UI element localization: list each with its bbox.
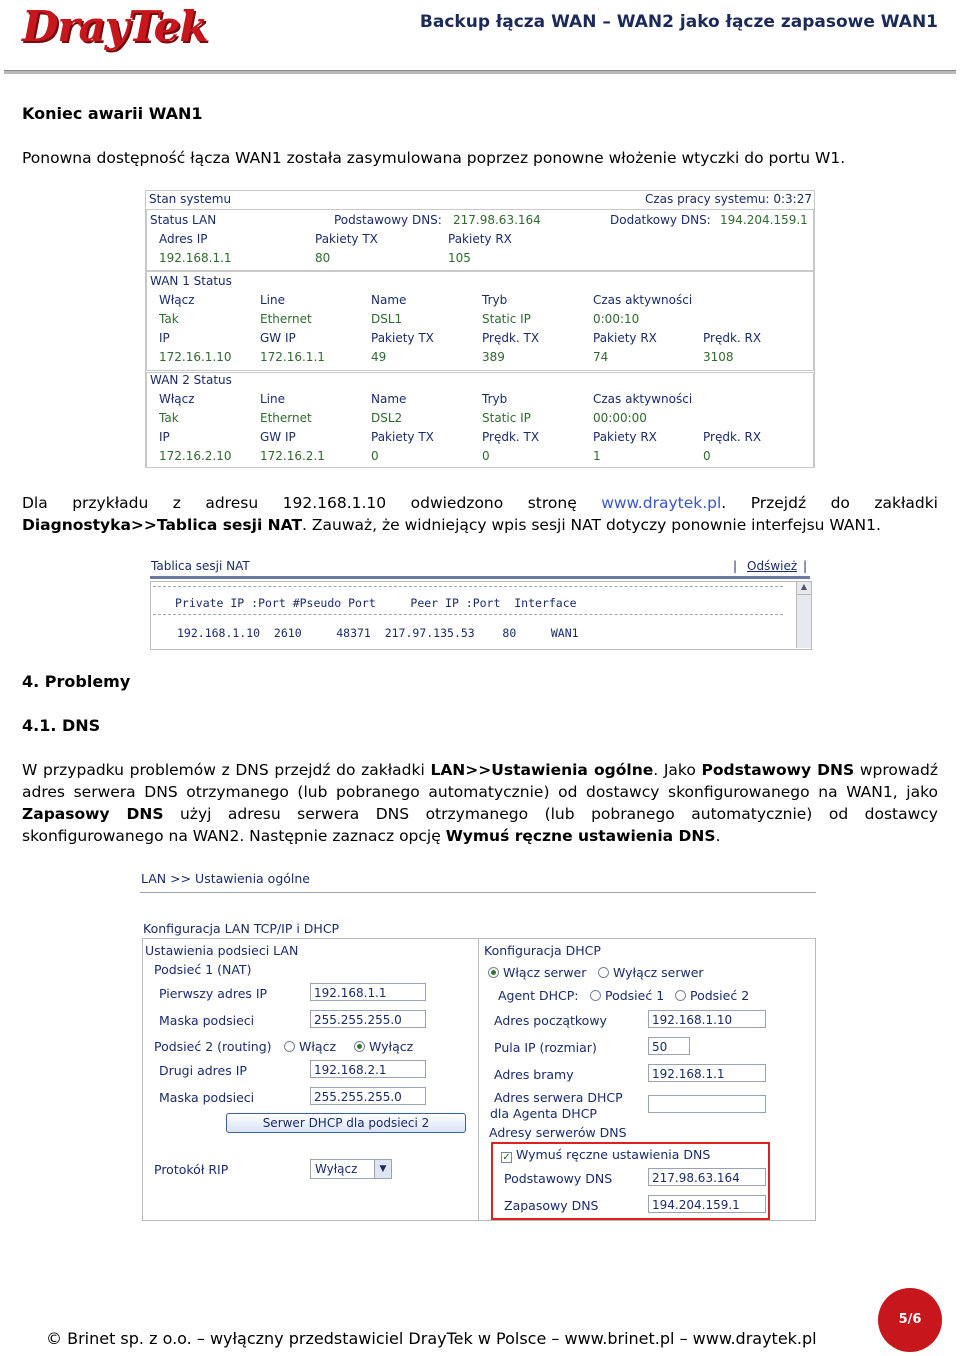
separator: | bbox=[803, 559, 808, 573]
wan2-head2: Pakiety TX bbox=[371, 430, 434, 444]
wan1-head: Name bbox=[371, 293, 407, 307]
dns-servers-title: Adresy serwerów DNS bbox=[489, 1125, 627, 1140]
dhcp-disable[interactable] bbox=[598, 965, 704, 980]
panel-divider bbox=[478, 938, 479, 1221]
wan1-val2: 3108 bbox=[703, 350, 734, 364]
pool-size-input[interactable]: 50 bbox=[648, 1037, 690, 1055]
wan2-val: Tak bbox=[159, 411, 179, 425]
second-ip-input[interactable]: 192.168.2.1 bbox=[310, 1060, 426, 1078]
chevron-down-icon[interactable]: ▼ bbox=[374, 1160, 391, 1178]
text: Dla przykładu z adresu 192.168.1.10 odwiedzono stronę bbox=[22, 494, 602, 512]
nat-data-row: 192.168.1.10 2610 48371 217.97.135.53 80 WAN1 bbox=[177, 626, 579, 640]
pool-size-label: Pula IP (rozmiar) bbox=[494, 1040, 597, 1055]
radio-icon[interactable] bbox=[590, 990, 601, 1001]
wan2-val2: 0 bbox=[482, 449, 490, 463]
radio-icon[interactable] bbox=[354, 1041, 365, 1052]
wan2-val: Ethernet bbox=[260, 411, 312, 425]
text: . Jako bbox=[653, 761, 702, 779]
menu-path: Diagnostyka>>Tablica sesji NAT bbox=[22, 516, 303, 534]
radio-icon[interactable] bbox=[488, 967, 499, 978]
relay-label-line2: dla Agenta DHCP bbox=[490, 1106, 597, 1121]
wan1-val2: 172.16.1.10 bbox=[159, 350, 232, 364]
first-ip-label: Pierwszy adres IP bbox=[159, 986, 268, 1001]
wan1-head: Tryb bbox=[482, 293, 508, 307]
secondary-dns-input[interactable]: 194.204.159.1 bbox=[648, 1195, 766, 1213]
wan1-title: WAN 1 Status bbox=[150, 274, 232, 288]
primary-dns-input[interactable]: 217.98.63.164 bbox=[648, 1168, 766, 1186]
title-rule bbox=[150, 576, 810, 579]
checkbox-label: Wymuś ręczne ustawienia DNS bbox=[516, 1147, 711, 1162]
divider bbox=[140, 892, 816, 893]
wan1-head: Czas aktywności bbox=[593, 293, 693, 307]
radio-label: Włącz serwer bbox=[503, 965, 587, 980]
wan1-val: Tak bbox=[159, 312, 179, 326]
wan1-val2: 172.16.1.1 bbox=[260, 350, 325, 364]
dns1-value: 217.98.63.164 bbox=[453, 213, 541, 227]
radio-icon[interactable] bbox=[284, 1041, 295, 1052]
text: . Przejdź do zakładki bbox=[721, 494, 938, 512]
lan-val: 105 bbox=[448, 251, 471, 265]
wan2-head: Czas aktywności bbox=[593, 392, 693, 406]
wan1-head2: Pakiety TX bbox=[371, 331, 434, 345]
wan2-val2: 1 bbox=[593, 449, 601, 463]
wan1-head2: Pakiety RX bbox=[593, 331, 657, 345]
radio-icon[interactable] bbox=[598, 967, 609, 978]
mask1-input[interactable]: 255.255.255.0 bbox=[310, 1010, 426, 1028]
status-title: Stan systemu bbox=[149, 192, 232, 206]
gateway-input[interactable]: 192.168.1.1 bbox=[648, 1064, 766, 1082]
dns2-value: 194.204.159.1 bbox=[720, 213, 808, 227]
radio-label: Wyłącz serwer bbox=[613, 965, 704, 980]
wan2-val: 00:00:00 bbox=[593, 411, 647, 425]
dhcp-config-title: Konfiguracja DHCP bbox=[484, 943, 601, 958]
wan2-head: Tryb bbox=[482, 392, 508, 406]
table-border bbox=[153, 586, 783, 588]
secondary-dns-label: Zapasowy DNS bbox=[504, 1198, 599, 1213]
section-heading-problems: 4. Problemy bbox=[22, 672, 131, 691]
lan-col: Adres IP bbox=[159, 232, 208, 246]
config-title: Konfiguracja LAN TCP/IP i DHCP bbox=[143, 921, 340, 936]
wan2-head: Name bbox=[371, 392, 407, 406]
wan1-head: Line bbox=[260, 293, 286, 307]
rip-label: Protokół RIP bbox=[154, 1162, 229, 1177]
lan-settings-screenshot bbox=[138, 868, 818, 1223]
wan1-val2: 74 bbox=[593, 350, 609, 364]
dhcp-agent-label: Agent DHCP: bbox=[498, 988, 579, 1003]
radio-label: Podsieć 1 bbox=[605, 988, 665, 1003]
mask1-label: Maska podsieci bbox=[159, 1013, 255, 1028]
dns-instructions bbox=[22, 759, 938, 847]
wan1-val: 0:00:10 bbox=[593, 312, 640, 326]
rip-value: Wyłącz bbox=[315, 1162, 358, 1176]
dhcp-enable[interactable] bbox=[488, 965, 586, 980]
lan-val: 192.168.1.1 bbox=[159, 251, 232, 265]
nat-session-screenshot bbox=[148, 556, 812, 648]
wan2-head: Line bbox=[260, 392, 286, 406]
refresh-link[interactable]: Odśwież bbox=[747, 559, 798, 573]
system-status-screenshot bbox=[145, 190, 815, 468]
start-ip-input[interactable]: 192.168.1.10 bbox=[648, 1010, 766, 1028]
subnet2-enable[interactable] bbox=[284, 1039, 336, 1054]
wan2-head: Włącz bbox=[159, 392, 195, 406]
emphasis: Zapasowy DNS bbox=[22, 805, 164, 823]
first-ip-input[interactable]: 192.168.1.1 bbox=[310, 983, 426, 1001]
text: wprowadź adres serwera DNS otrzymanego (lub pobranego automatycznie) od dostawcy skonfigurowanego na WAN1, jako bbox=[22, 761, 939, 801]
wan1-val: Ethernet bbox=[260, 312, 312, 326]
wan1-head2: Prędk. TX bbox=[482, 331, 540, 345]
agent-subnet1[interactable] bbox=[590, 988, 664, 1003]
relay-label-line1: Adres serwera DHCP bbox=[494, 1090, 623, 1105]
nat-instruction-line1 bbox=[22, 492, 938, 514]
wan2-val2: 0 bbox=[703, 449, 711, 463]
wan1-val2: 49 bbox=[371, 350, 387, 364]
agent-subnet2[interactable] bbox=[675, 988, 749, 1003]
text: . Zauważ, że widniejący wpis sesji NAT dotyczy ponownie interfejsu WAN1. bbox=[302, 516, 881, 534]
nat-title: Tablica sesji NAT bbox=[151, 559, 250, 573]
subnet-settings-title: Ustawienia podsieci LAN bbox=[145, 943, 299, 958]
wan1-head: Włącz bbox=[159, 293, 195, 307]
nat-instruction-line2 bbox=[22, 514, 938, 536]
radio-label: Wyłącz bbox=[369, 1039, 414, 1054]
wan2-head2: IP bbox=[159, 430, 170, 444]
wan2-head2: GW IP bbox=[260, 430, 296, 444]
draytek-logo: DrayTek bbox=[22, 2, 208, 51]
lan-val: 80 bbox=[315, 251, 331, 265]
section-text: Ponowna dostępność łącza WAN1 została zasymulowana poprzez ponowne włożenie wtyczki do portu W1. bbox=[22, 149, 846, 167]
wan1-head2: GW IP bbox=[260, 331, 296, 345]
wan2-head2: Pakiety RX bbox=[593, 430, 657, 444]
mask2-input[interactable]: 255.255.255.0 bbox=[310, 1087, 426, 1105]
header-divider bbox=[4, 70, 956, 74]
gateway-label: Adres bramy bbox=[494, 1067, 574, 1082]
section-heading-end-of-failure: Koniec awarii WAN1 bbox=[22, 104, 203, 123]
menu-path: LAN>>Ustawienia ogólne bbox=[430, 761, 654, 779]
document-title: Backup łącza WAN – WAN2 jako łącze zapasowe WAN1 bbox=[419, 12, 938, 32]
scrollbar[interactable] bbox=[796, 582, 811, 648]
wan1-val: DSL1 bbox=[371, 312, 403, 326]
wan1-val2: 389 bbox=[482, 350, 505, 364]
nat-table bbox=[150, 581, 812, 650]
dns2-label: Dodatkowy DNS: bbox=[610, 213, 711, 227]
uptime: Czas pracy systemu: 0:3:27 bbox=[645, 192, 812, 206]
wan2-head2: Prędk. TX bbox=[482, 430, 540, 444]
lan-col: Pakiety RX bbox=[448, 232, 512, 246]
checkmark-icon[interactable]: ✓ bbox=[502, 1152, 511, 1163]
page-number-badge: 5/6 bbox=[878, 1288, 942, 1352]
table-border bbox=[153, 614, 783, 616]
draytek-link[interactable]: www.draytek.pl bbox=[601, 494, 722, 512]
text: . bbox=[715, 827, 721, 845]
emphasis: Wymuś ręczne ustawienia DNS bbox=[445, 827, 716, 845]
emphasis: Podstawowy DNS bbox=[701, 761, 855, 779]
start-ip-label: Adres początkowy bbox=[494, 1013, 607, 1028]
section-heading-dns: 4.1. DNS bbox=[22, 716, 101, 735]
relay-server-input[interactable] bbox=[648, 1095, 766, 1113]
second-ip-label: Drugi adres IP bbox=[159, 1063, 247, 1078]
wan2-head2: Prędk. RX bbox=[703, 430, 762, 444]
wan2-status-box bbox=[146, 372, 814, 468]
nat-header-row: Private IP :Port #Pseudo Port Peer IP :Port Interface bbox=[175, 596, 577, 610]
wan2-val2: 0 bbox=[371, 449, 379, 463]
radio-label: Włącz bbox=[299, 1039, 337, 1054]
wan2-val2: 172.16.2.10 bbox=[159, 449, 232, 463]
separator: | bbox=[733, 559, 738, 573]
wan2-title: WAN 2 Status bbox=[150, 373, 232, 387]
footer-copyright: © Brinet sp. z o.o. – wyłączny przedstawiciel DrayTek w Polsce – www.brinet.pl – www.draytek.pl bbox=[46, 1329, 817, 1348]
wan1-val: Static IP bbox=[482, 312, 531, 326]
primary-dns-label: Podstawowy DNS bbox=[504, 1171, 613, 1186]
dhcp-subnet2-button[interactable]: Serwer DHCP dla podsieci 2 bbox=[226, 1113, 466, 1133]
text: użyj adresu serwera DNS otrzymanego (lub pobranego automatycznie) od dostawcy skonfigurowanego na WAN2. Następnie zaznacz opcję bbox=[22, 805, 938, 845]
subnet2-disable[interactable] bbox=[354, 1039, 413, 1054]
dns1-label: Podstawowy DNS: bbox=[334, 213, 442, 227]
wan2-val: DSL2 bbox=[371, 411, 403, 425]
mask2-label: Maska podsieci bbox=[159, 1090, 255, 1105]
subnet1-label: Podsieć 1 (NAT) bbox=[154, 962, 252, 977]
rip-select[interactable] bbox=[310, 1159, 392, 1179]
radio-label: Podsieć 2 bbox=[690, 988, 750, 1003]
lan-status-title: Status LAN bbox=[150, 213, 217, 227]
radio-icon[interactable] bbox=[675, 990, 686, 1001]
wan1-head2: IP bbox=[159, 331, 170, 345]
force-dns-checkbox[interactable] bbox=[501, 1147, 710, 1163]
lan-col: Pakiety TX bbox=[315, 232, 378, 246]
text: W przypadku problemów z DNS przejdź do zakładki bbox=[22, 761, 431, 779]
scroll-up-icon[interactable]: ▲ bbox=[797, 582, 811, 595]
wan2-val: Static IP bbox=[482, 411, 531, 425]
breadcrumb: LAN >> Ustawienia ogólne bbox=[141, 871, 311, 886]
wan2-val2: 172.16.2.1 bbox=[260, 449, 325, 463]
wan1-head2: Prędk. RX bbox=[703, 331, 762, 345]
subnet2-label: Podsieć 2 (routing) bbox=[154, 1039, 272, 1054]
